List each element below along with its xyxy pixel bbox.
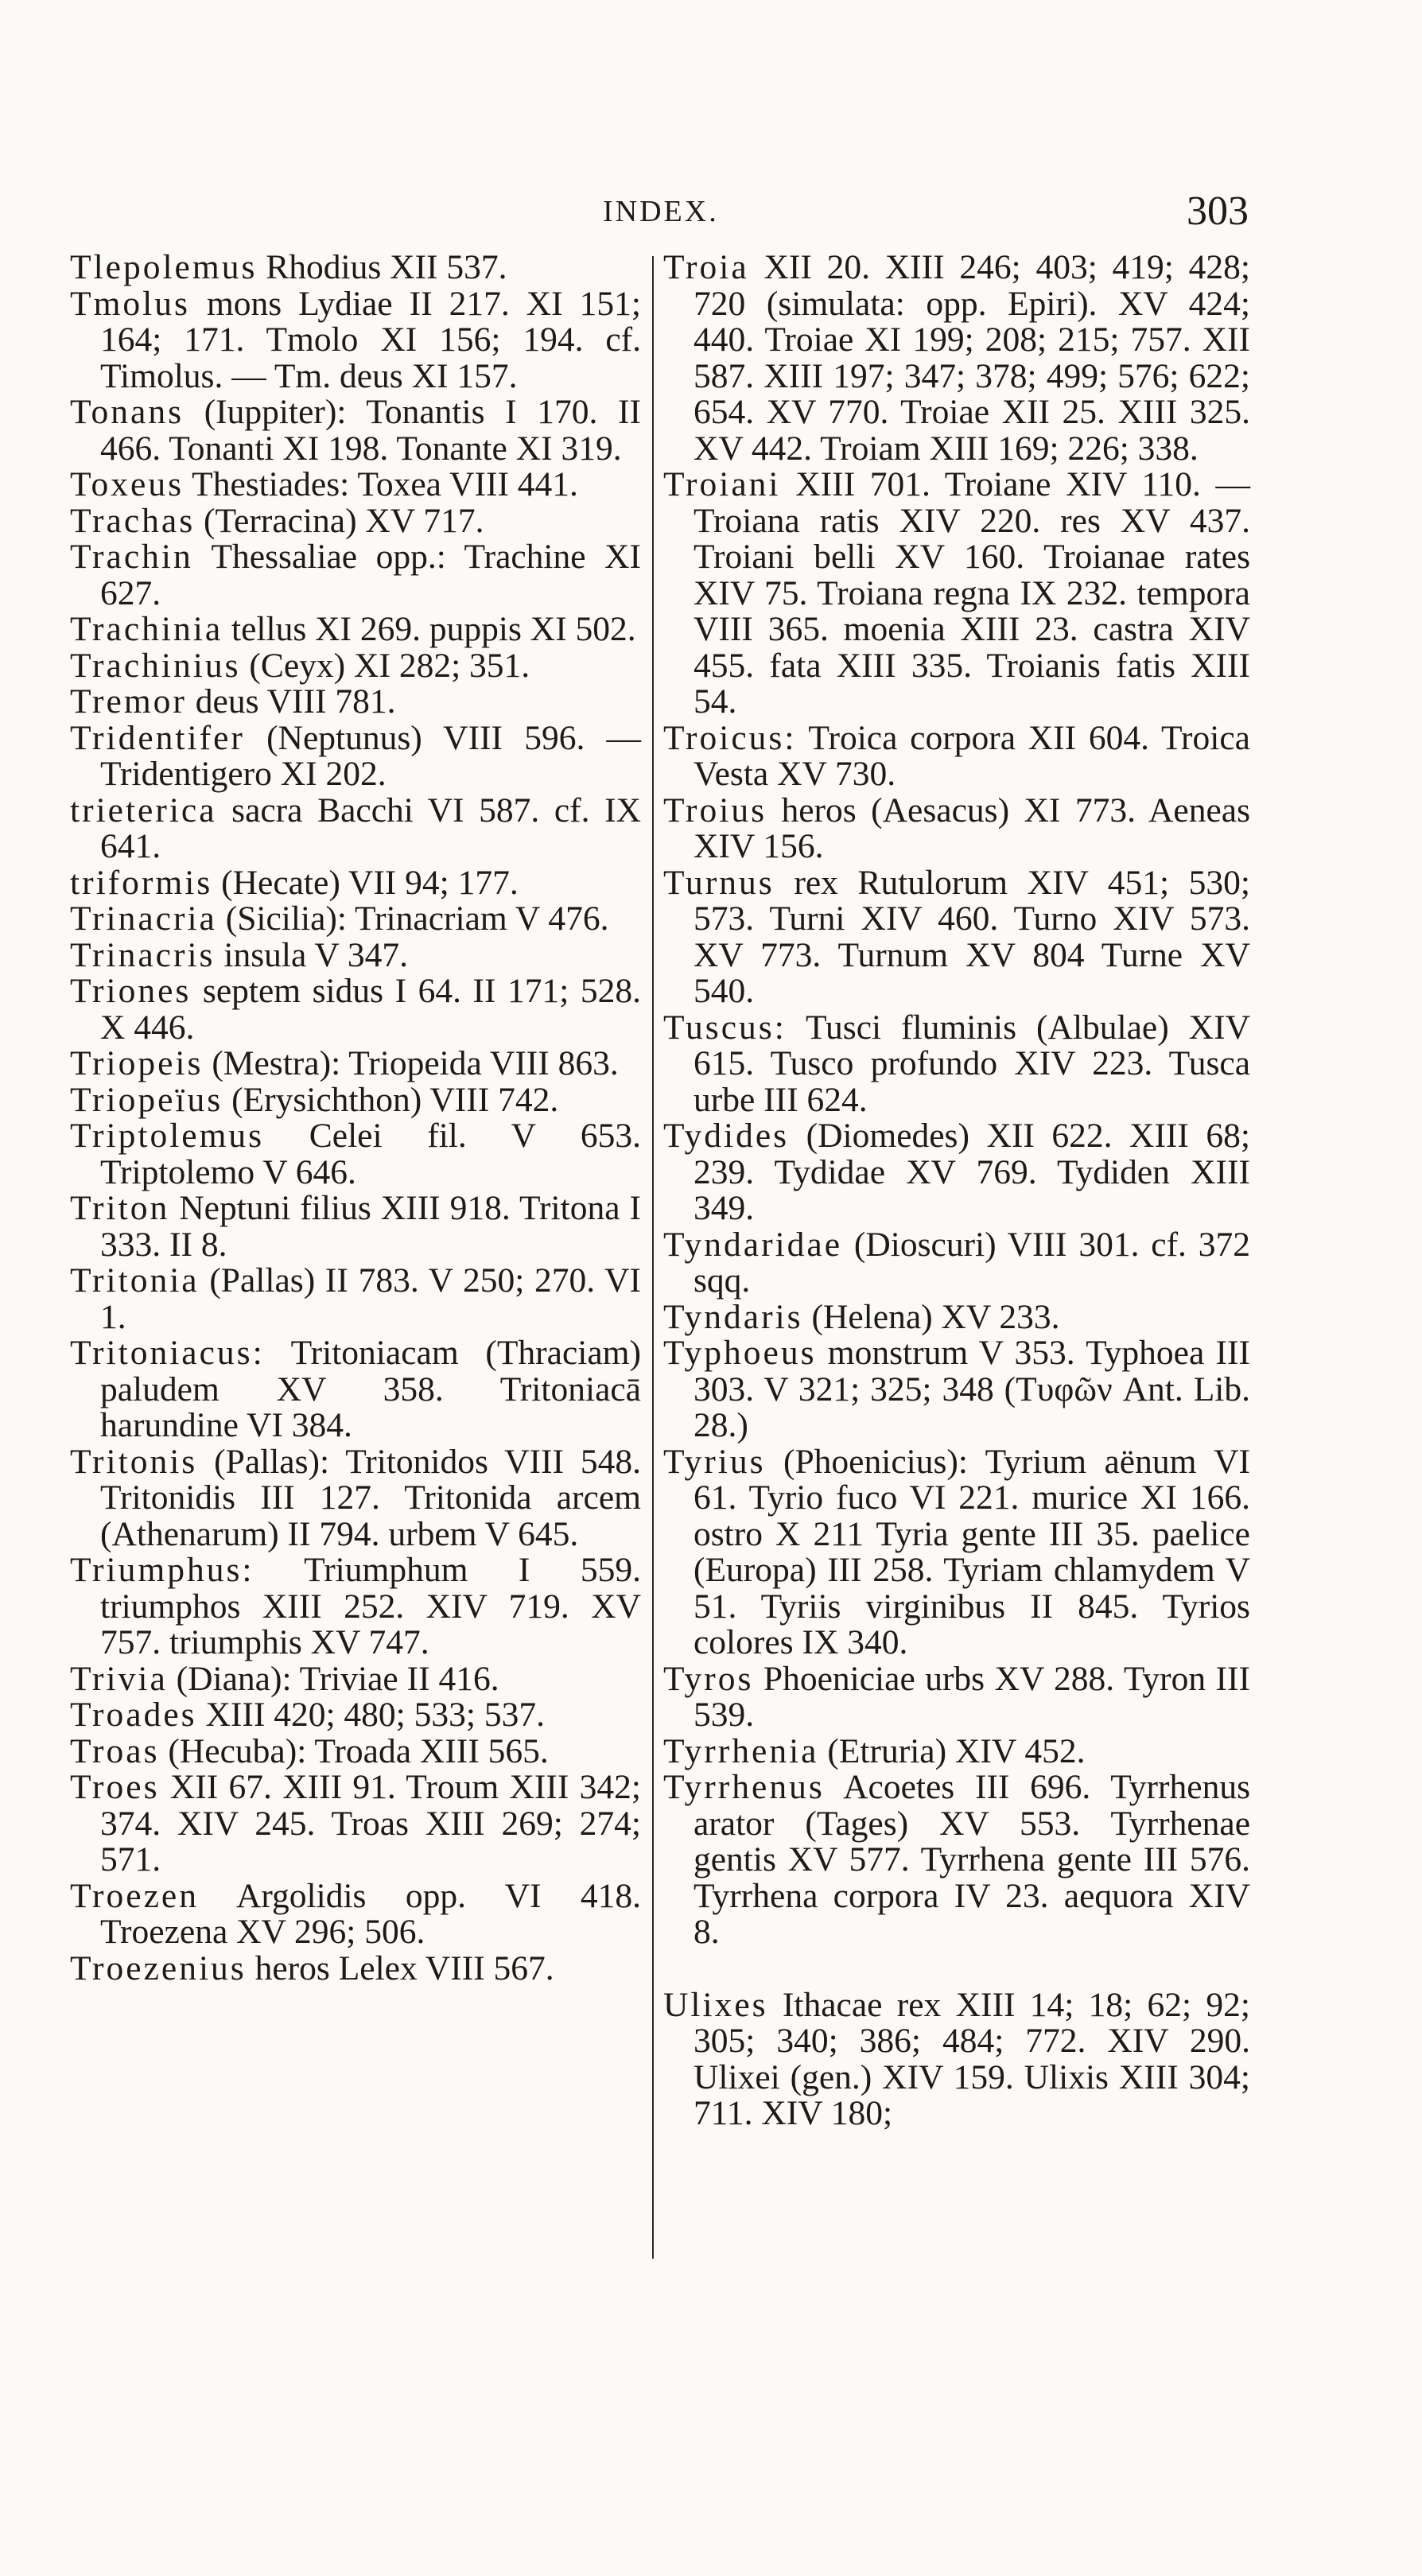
- index-entry: [663, 1987, 1250, 2132]
- index-entry: [70, 1444, 641, 1553]
- entry-text: Acoetes III 696. Tyrrhenus arator (Tages) XV 553. Tyrrhenae gentis XV 577. Tyrrhena gente III 576. Tyrrhena corpora IV 23. aequora XIV 8.: [694, 1768, 1250, 1951]
- entry-headword: Tonans: [70, 393, 185, 431]
- entry-text: XIII 420; 480; 533; 537.: [205, 1696, 545, 1734]
- entry-text: XIII 701. Troiane XIV 110. — Troiana ratis XIV 220. res XV 437. Troiani belli XV 160. Troianae rates XIV 75. Troiana regna IX 232. tempora VIII 365. moenia XIII 23. castra XIV 455. fata XIII 335. Troianis fatis XIII 54.: [694, 465, 1250, 721]
- index-entry: [70, 503, 641, 540]
- entry-text: (Diomedes) XII 622. XIII 68; 239. Tydidae XV 769. Tydiden XIII 349.: [694, 1117, 1250, 1227]
- entry-headword: Tremor: [70, 682, 187, 721]
- index-entry: [70, 935, 641, 974]
- index-entry: [70, 1082, 641, 1119]
- entry-headword: Triopeis: [70, 1044, 204, 1082]
- entry-headword: Triptolemus: [70, 1117, 265, 1155]
- index-entry: [70, 901, 641, 938]
- index-entry: [70, 973, 641, 1046]
- entry-text: Celei fil. V 653. Triptolemo V 646.: [100, 1117, 641, 1191]
- entry-text: (Etruria) XIV 452.: [827, 1731, 1086, 1770]
- entry-headword: Tyros: [663, 1659, 754, 1698]
- running-head-title: INDEX.: [603, 195, 719, 228]
- entry-text: rex Rutulorum XIV 451; 530; 573. Turni XIV 460. Turno XIV 573. XV 773. Turnum XV 804 Turne XV 540.: [694, 863, 1250, 1010]
- running-head: [0, 188, 1249, 235]
- entry-headword: Tyrrhenia: [663, 1731, 819, 1770]
- index-entry: [70, 1697, 641, 1734]
- entry-headword: Toxeus: [70, 465, 185, 503]
- entry-text: XII 20. XIII 246; 403; 419; 428; 720 (simulata: opp. Epiri). XV 424; 440. Troiae XI 199; 208; 215; 757. XII 587. XIII 197; 347; 378; 499; 576; 622; 654. XV 770. Troiae XII 25. XIII 325. XV 442. Troiam XIII 169; 226; 338.: [694, 248, 1250, 468]
- entry-text: (Iuppiter): Tonantis I 170. II 466. Tonanti XI 198. Tonante XI 319.: [100, 393, 642, 468]
- entry-text: Triumphum I 559. triumphos XIII 252. XIV 719. XV 757. triumphis XV 747.: [100, 1551, 641, 1661]
- entry-headword: trieterica: [70, 791, 217, 830]
- index-entry: [70, 612, 641, 648]
- index-entry: [663, 1661, 1250, 1734]
- index-entry: [70, 1046, 641, 1082]
- index-entry: [70, 1876, 641, 1951]
- entry-headword: Troades: [70, 1696, 197, 1734]
- entry-text: tellus XI 269. puppis XI 502.: [231, 610, 636, 648]
- entry-text: heros (Aesacus) XI 773. Aeneas XIV 156.: [694, 791, 1250, 865]
- entry-text: septem sidus I 64. II 171; 528. X 446.: [100, 972, 642, 1047]
- entry-text: deus VIII 781.: [195, 682, 396, 721]
- index-entry: [70, 1552, 641, 1661]
- entry-headword: Tritonia: [70, 1261, 200, 1300]
- column-divider: [652, 256, 654, 2259]
- entry-headword: Ulixes: [663, 1985, 768, 2024]
- index-entry: [663, 1227, 1250, 1300]
- entry-text: Thestiades: Toxea VIII 441.: [192, 465, 578, 503]
- entry-headword: Tlepolemus: [70, 248, 258, 286]
- index-entry: [70, 1770, 641, 1879]
- entry-text: heros Lelex VIII 567.: [254, 1949, 554, 1987]
- entry-headword: Tyrius: [663, 1442, 766, 1481]
- index-entry: [70, 539, 641, 612]
- entry-text: (Helena) XV 233.: [811, 1297, 1060, 1336]
- index-entry: [663, 1770, 1250, 1951]
- index-entry: [70, 1951, 641, 1987]
- index-entry: [663, 1118, 1250, 1227]
- entry-headword: Trachinia: [70, 610, 223, 648]
- entry-text: sacra Bacchi VI 587. cf. IX 641.: [100, 791, 641, 865]
- entry-text: (Diana): Triviae II 416.: [176, 1659, 499, 1698]
- entry-headword: Tydides: [663, 1117, 790, 1155]
- entry-headword: Tritonis: [70, 1442, 198, 1481]
- entry-headword: Triton: [70, 1189, 170, 1227]
- index-entry: [70, 1191, 641, 1263]
- entry-text: (Hecate) VII 94; 177.: [221, 863, 519, 902]
- entry-text: Rhodius XII 537.: [266, 248, 507, 286]
- entry-headword: Troiani: [663, 465, 781, 503]
- entry-headword: Triones: [70, 972, 192, 1010]
- entry-headword: triformis: [70, 863, 213, 902]
- entry-text: (Phoenicius): Tyrium aënum VI 61. Tyrio fuco VI 221. murice XI 166. ostro X 211 Tyria gente III 35. paelice (Europa) III 258. Tyriam chlamydem V 51. Tyriis virginibus II 845. Tyrios colores IX 340.: [694, 1442, 1251, 1661]
- index-entry: [70, 286, 641, 395]
- entry-text: (Dioscuri) VIII 301. cf. 372 sqq.: [694, 1225, 1250, 1300]
- entry-text: Ithacae rex XIII 14; 18; 62; 92; 305; 340; 386; 484; 772. XIV 290. Ulixei (gen.) XIV 159. Ulixis XIII 304; 711. XIV 180;: [694, 1985, 1251, 2132]
- entry-text: (Pallas) II 783. V 250; 270. VI 1.: [100, 1261, 641, 1336]
- entry-headword: Typhoeus: [663, 1334, 817, 1372]
- entry-headword: Troia: [663, 248, 749, 286]
- page-number: 303: [1187, 188, 1249, 234]
- entry-headword: Triumphus:: [70, 1551, 254, 1589]
- index-entry: [663, 1444, 1250, 1661]
- entry-text: (Neptunus) VIII 596. — Tridentigero XI 202.: [100, 718, 642, 793]
- entry-headword: Troas: [70, 1731, 160, 1770]
- index-entry: [70, 1731, 641, 1770]
- entry-text: (Pallas): Tritonidos VIII 548. Tritonidis III 127. Tritonida arcem (Athenarum) II 794. urbem V 645.: [100, 1442, 641, 1553]
- index-column-right: [663, 250, 1250, 2132]
- entry-headword: Troes: [70, 1768, 160, 1806]
- index-entry: [663, 250, 1250, 467]
- index-entry: [70, 718, 642, 793]
- entry-headword: Turnus: [663, 863, 775, 902]
- entry-text: Tritoniacam (Thraciam) paludem XV 358. Tritoniacā harundine VI 384.: [100, 1334, 641, 1444]
- entry-text: Phoeniciae urbs XV 288. Tyron III 539.: [694, 1659, 1250, 1734]
- entry-headword: Trinacria: [70, 899, 217, 938]
- index-entry: [70, 467, 641, 503]
- index-entry: [70, 684, 641, 721]
- index-entry: [663, 1010, 1250, 1119]
- entry-headword: Troius: [663, 791, 767, 830]
- index-entry: [70, 1661, 641, 1698]
- index-entry: [663, 1731, 1250, 1770]
- index-entry: [70, 250, 641, 286]
- index-entry: [663, 718, 1250, 793]
- index-entry: [70, 1263, 641, 1335]
- entry-headword: Trachin: [70, 538, 193, 576]
- entry-text: Neptuni filius XIII 918. Tritona I 333. II 8.: [100, 1189, 641, 1264]
- entry-text: (Hecuba): Troada XIII 565.: [168, 1731, 549, 1770]
- entry-headword: Trinacris: [70, 935, 216, 974]
- entry-headword: Trachinius: [70, 646, 241, 685]
- entry-headword: Troezenius: [70, 1949, 247, 1987]
- index-column-left: [70, 250, 641, 1987]
- entry-headword: Tmolus: [70, 284, 190, 323]
- entry-headword: Trachas: [70, 501, 196, 540]
- entry-text: (Sicilia): Trinacriam V 476.: [225, 899, 609, 938]
- entry-headword: Tuscus:: [663, 1008, 787, 1047]
- index-entry: [70, 865, 641, 902]
- index-entry: [663, 467, 1250, 721]
- index-entry: [663, 1297, 1250, 1336]
- entry-text: mons Lydiae II 217. XI 151; 164; 171. Tmolo XI 156; 194. cf. Timolus. — Tm. deus XI 157.: [100, 284, 642, 395]
- index-entry: [70, 1335, 641, 1444]
- entry-headword: Tridentifer: [70, 718, 245, 757]
- entry-text: (Terracina) XV 717.: [204, 501, 484, 540]
- index-entry: [70, 648, 641, 685]
- index-entry: [663, 865, 1250, 1010]
- entry-headword: Trivia: [70, 1659, 168, 1698]
- index-entry: [663, 793, 1250, 865]
- entry-headword: Tyrrhenus: [663, 1768, 825, 1806]
- entry-headword: Troicus:: [663, 718, 797, 757]
- entry-text: Argolidis opp. VI 418. Troezena XV 296; 506.: [100, 1876, 641, 1951]
- entry-text: Troica corpora XII 604. Troica Vesta XV 730.: [694, 718, 1250, 793]
- entry-text: (Mestra): Triopeida VIII 863.: [212, 1044, 619, 1082]
- index-entry: [663, 1335, 1250, 1444]
- index-entry: [70, 793, 641, 865]
- entry-text: Thessaliae opp.: Trachine XI 627.: [100, 538, 641, 612]
- entry-text: insula V 347.: [223, 935, 408, 974]
- entry-text: monstrum V 353. Typhoea III 303. V 321; 325; 348 (Τυφῶν Ant. Lib. 28.): [694, 1334, 1250, 1444]
- index-entry: [70, 1118, 641, 1191]
- entry-headword: Tyndaris: [663, 1297, 803, 1336]
- entry-text: (Erysichthon) VIII 742.: [231, 1080, 559, 1119]
- entry-headword: Tyndaridae: [663, 1225, 843, 1264]
- entry-text: XII 67. XIII 91. Troum XIII 342; 374. XIV 245. Troas XIII 269; 274; 571.: [100, 1768, 641, 1879]
- entry-headword: Triopeïus: [70, 1080, 223, 1119]
- index-entry: [70, 394, 641, 467]
- entry-text: Tusci fluminis (Albulae) XIV 615. Tusco profundo XIV 223. Tusca urbe III 624.: [694, 1008, 1250, 1119]
- entry-headword: Tritoniacus:: [70, 1334, 265, 1372]
- entry-headword: Troezen: [70, 1876, 199, 1915]
- entry-text: (Ceyx) XI 282; 351.: [249, 646, 530, 685]
